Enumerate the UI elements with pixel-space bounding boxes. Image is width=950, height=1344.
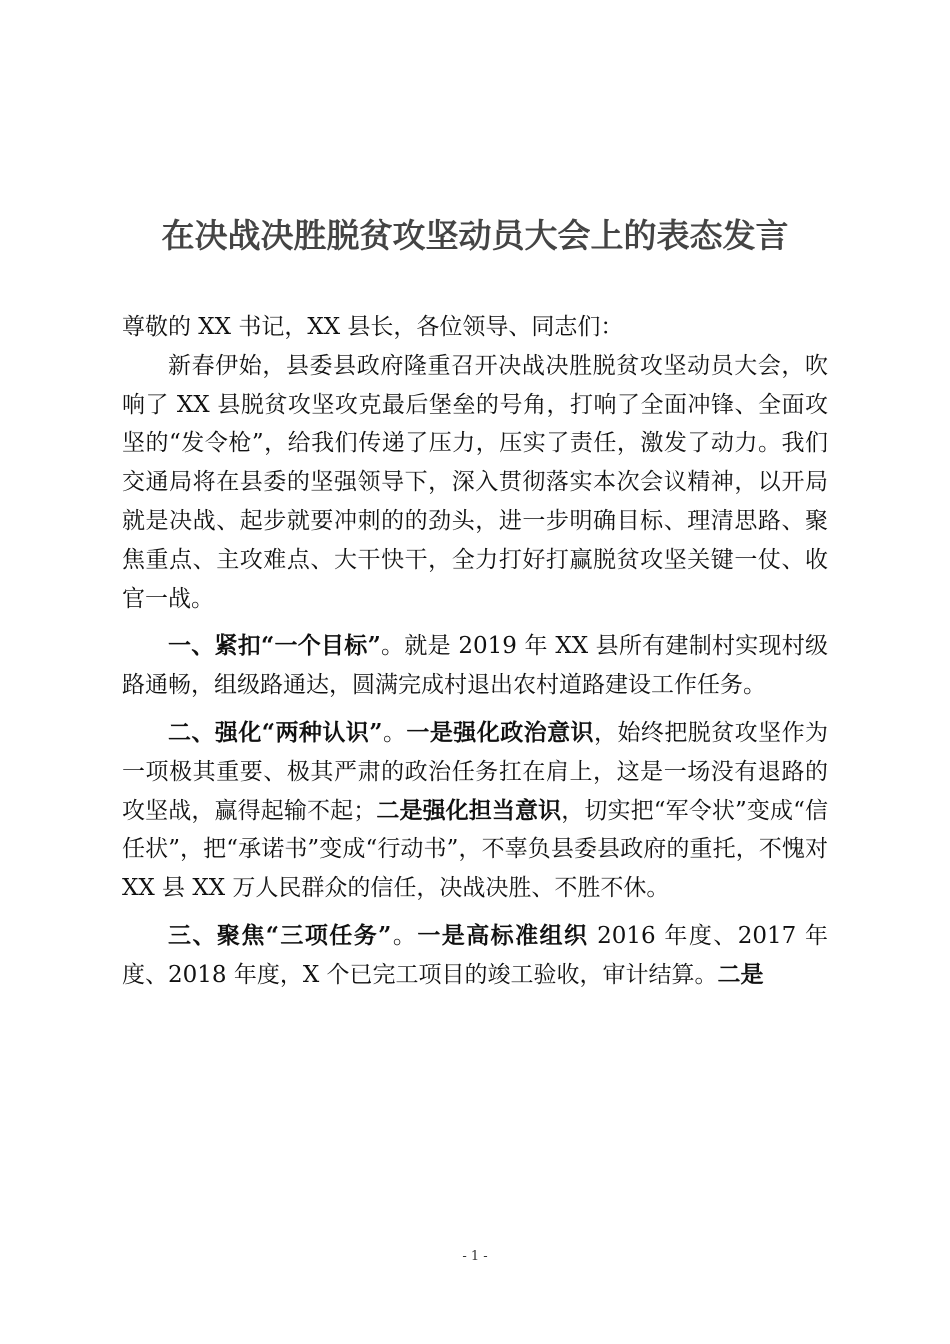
section-3-heading: 三、聚焦“三项任务” — [168, 921, 392, 949]
section-1-text: 。就是 2019 年 XX 县所有建制村实现村级路通畅，组级路通达，圆满完成村退出农村道路建设工作任务。 — [122, 633, 828, 699]
section-2-separator: 。 — [382, 719, 407, 746]
page-number: - 1 - — [462, 1249, 488, 1264]
section-2-paragraph — [122, 714, 828, 908]
salutation: 尊敬的 XX 书记，XX 县长，各位领导、同志们： — [122, 314, 624, 340]
section-3-separator: 。 — [391, 922, 418, 949]
section-2-point-1-label: 一是强化政治意识 — [406, 718, 594, 746]
document-title: 在决战决胜脱贫攻坚动员大会上的表态发言 — [161, 216, 789, 255]
intro-paragraph: 新春伊始，县委县政府隆重召开决战决胜脱贫攻坚动员大会，吹响了 XX 县脱贫攻坚攻克最后堡垒的号角，打响了全面冲锋、全面攻坚的“发令枪”，给我们传递了压力，压实了责任，激发了动力。我们交通局将在县委的坚强领导下，深入贯彻落实本次会议精神，以开局就是决战、起步就要冲刺的的劲头，进一步明确目标、理清思路、聚焦重点、主攻难点、大干快干，全力打好打赢脱贫攻坚关键一仗、收官一战。 — [122, 352, 828, 612]
document-body — [122, 308, 828, 995]
section-2-heading: 二、强化“两种认识” — [168, 718, 383, 746]
section-3-point-1-text: 2016 年度、2017 年度、2018 年度，X 个已完工项目的竣工验收，审计结算。 — [122, 922, 829, 988]
section-2-point-2-label: 二是强化担当意识 — [376, 796, 562, 824]
section-1-paragraph — [122, 627, 828, 705]
section-2-point-1-text: ，始终把脱贫攻坚作为一项极其重要、极其严肃的政治任务扛在肩上，这是一场没有退路的攻坚战，赢得起输不起； — [122, 719, 829, 824]
section-2-point-2-text: ，切实把“军令状”变成“信任状”，把“承诺书”变成“行动书”，不辜负县委县政府的重托，不愧对 XX 县 XX 万人民群众的信任，决战决胜、不胜不休。 — [122, 797, 829, 902]
section-3-paragraph — [122, 917, 828, 995]
section-3-point-2-label: 二是 — [717, 960, 764, 988]
section-3-point-1-label: 一是高标准组织 — [417, 921, 589, 949]
section-1-heading: 一、紧扣“一个目标” — [168, 632, 381, 660]
